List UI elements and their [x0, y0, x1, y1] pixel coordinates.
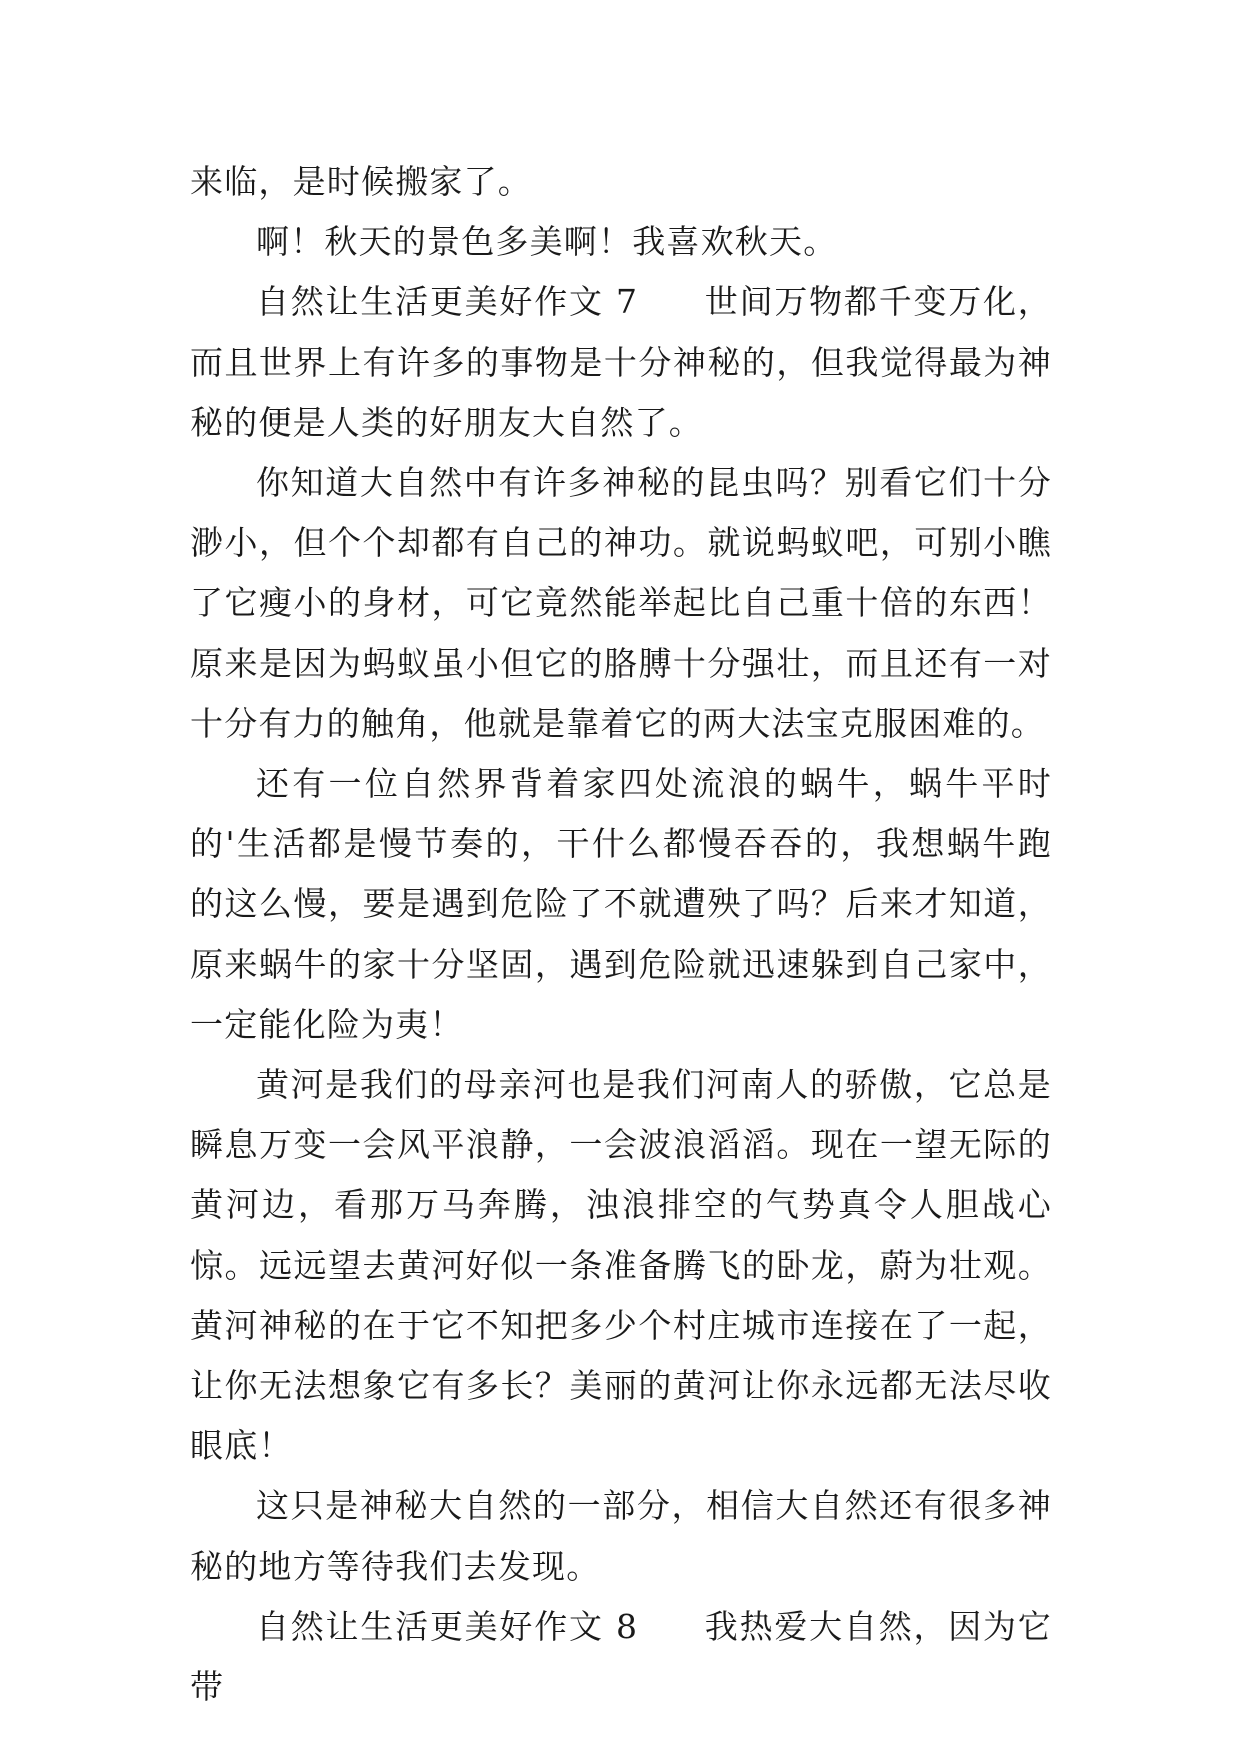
paragraph-7 — [190, 1597, 1052, 1717]
paragraph-text: 我热爱大自然，因为它带 — [190, 1606, 1053, 1707]
paragraph-6 — [190, 1476, 1052, 1596]
paragraph-text: 来临，是时候搬家了。 — [190, 162, 532, 201]
essay-heading-8: 自然让生活更美好作文 8 — [256, 1606, 639, 1646]
paragraph-text: 这只是神秘大自然的一部分，相信大自然还有很多神秘的地方等待我们去发现。 — [190, 1486, 1052, 1586]
document-body — [190, 152, 1052, 1717]
paragraph-3 — [190, 453, 1052, 754]
paragraph-text: 你知道大自然中有许多神秘的昆虫吗？别看它们十分渺小，但个个却都有自己的神功。就说蚂蚁吧，可别小瞧了它瘦小的身材，可它竟然能举起比自己重十倍的东西！原来是因为蚂蚁虽小但它的胳膊十分强壮，而且还有一对十分有力的触角，他就是靠着它的两大法宝克服困难的。 — [190, 463, 1052, 743]
paragraph-4 — [190, 754, 1052, 1055]
paragraph-text: 世间万物都千变万化，而且世界上有许多的事物是十分神秘的，但我觉得最为神秘的便是人类的好朋友大自然了。 — [190, 282, 1053, 442]
paragraph-0 — [190, 152, 1052, 212]
paragraph-text: 啊！秋天的景色多美啊！我喜欢秋天。 — [256, 222, 838, 262]
essay-heading-7: 自然让生活更美好作文 7 — [256, 282, 639, 322]
paragraph-1 — [190, 212, 1052, 272]
paragraph-2 — [190, 272, 1052, 453]
paragraph-text: 黄河是我们的母亲河也是我们河南人的骄傲，它总是瞬息万变一会风平浪静，一会波浪滔滔。现在一望无际的黄河边，看那万马奔腾，浊浪排空的气势真令人胆战心惊。远远望去黄河好似一条准备腾飞的卧龙，蔚为壮观。黄河神秘的在于它不知把多少个村庄城市连接在了一起，让你无法想象它有多长？美丽的黄河让你永远都无法尽收眼底！ — [190, 1065, 1052, 1466]
paragraph-text: 还有一位自然界背着家四处流浪的蜗牛，蜗牛平时的'生活都是慢节奏的，干什么都慢吞吞的，我想蜗牛跑的这么慢，要是遇到危险了不就遭殃了吗？后来才知道，原来蜗牛的家十分坚固，遇到危险就迅速躲到自己家中，一定能化险为夷！ — [190, 764, 1052, 1044]
paragraph-5 — [190, 1055, 1052, 1476]
